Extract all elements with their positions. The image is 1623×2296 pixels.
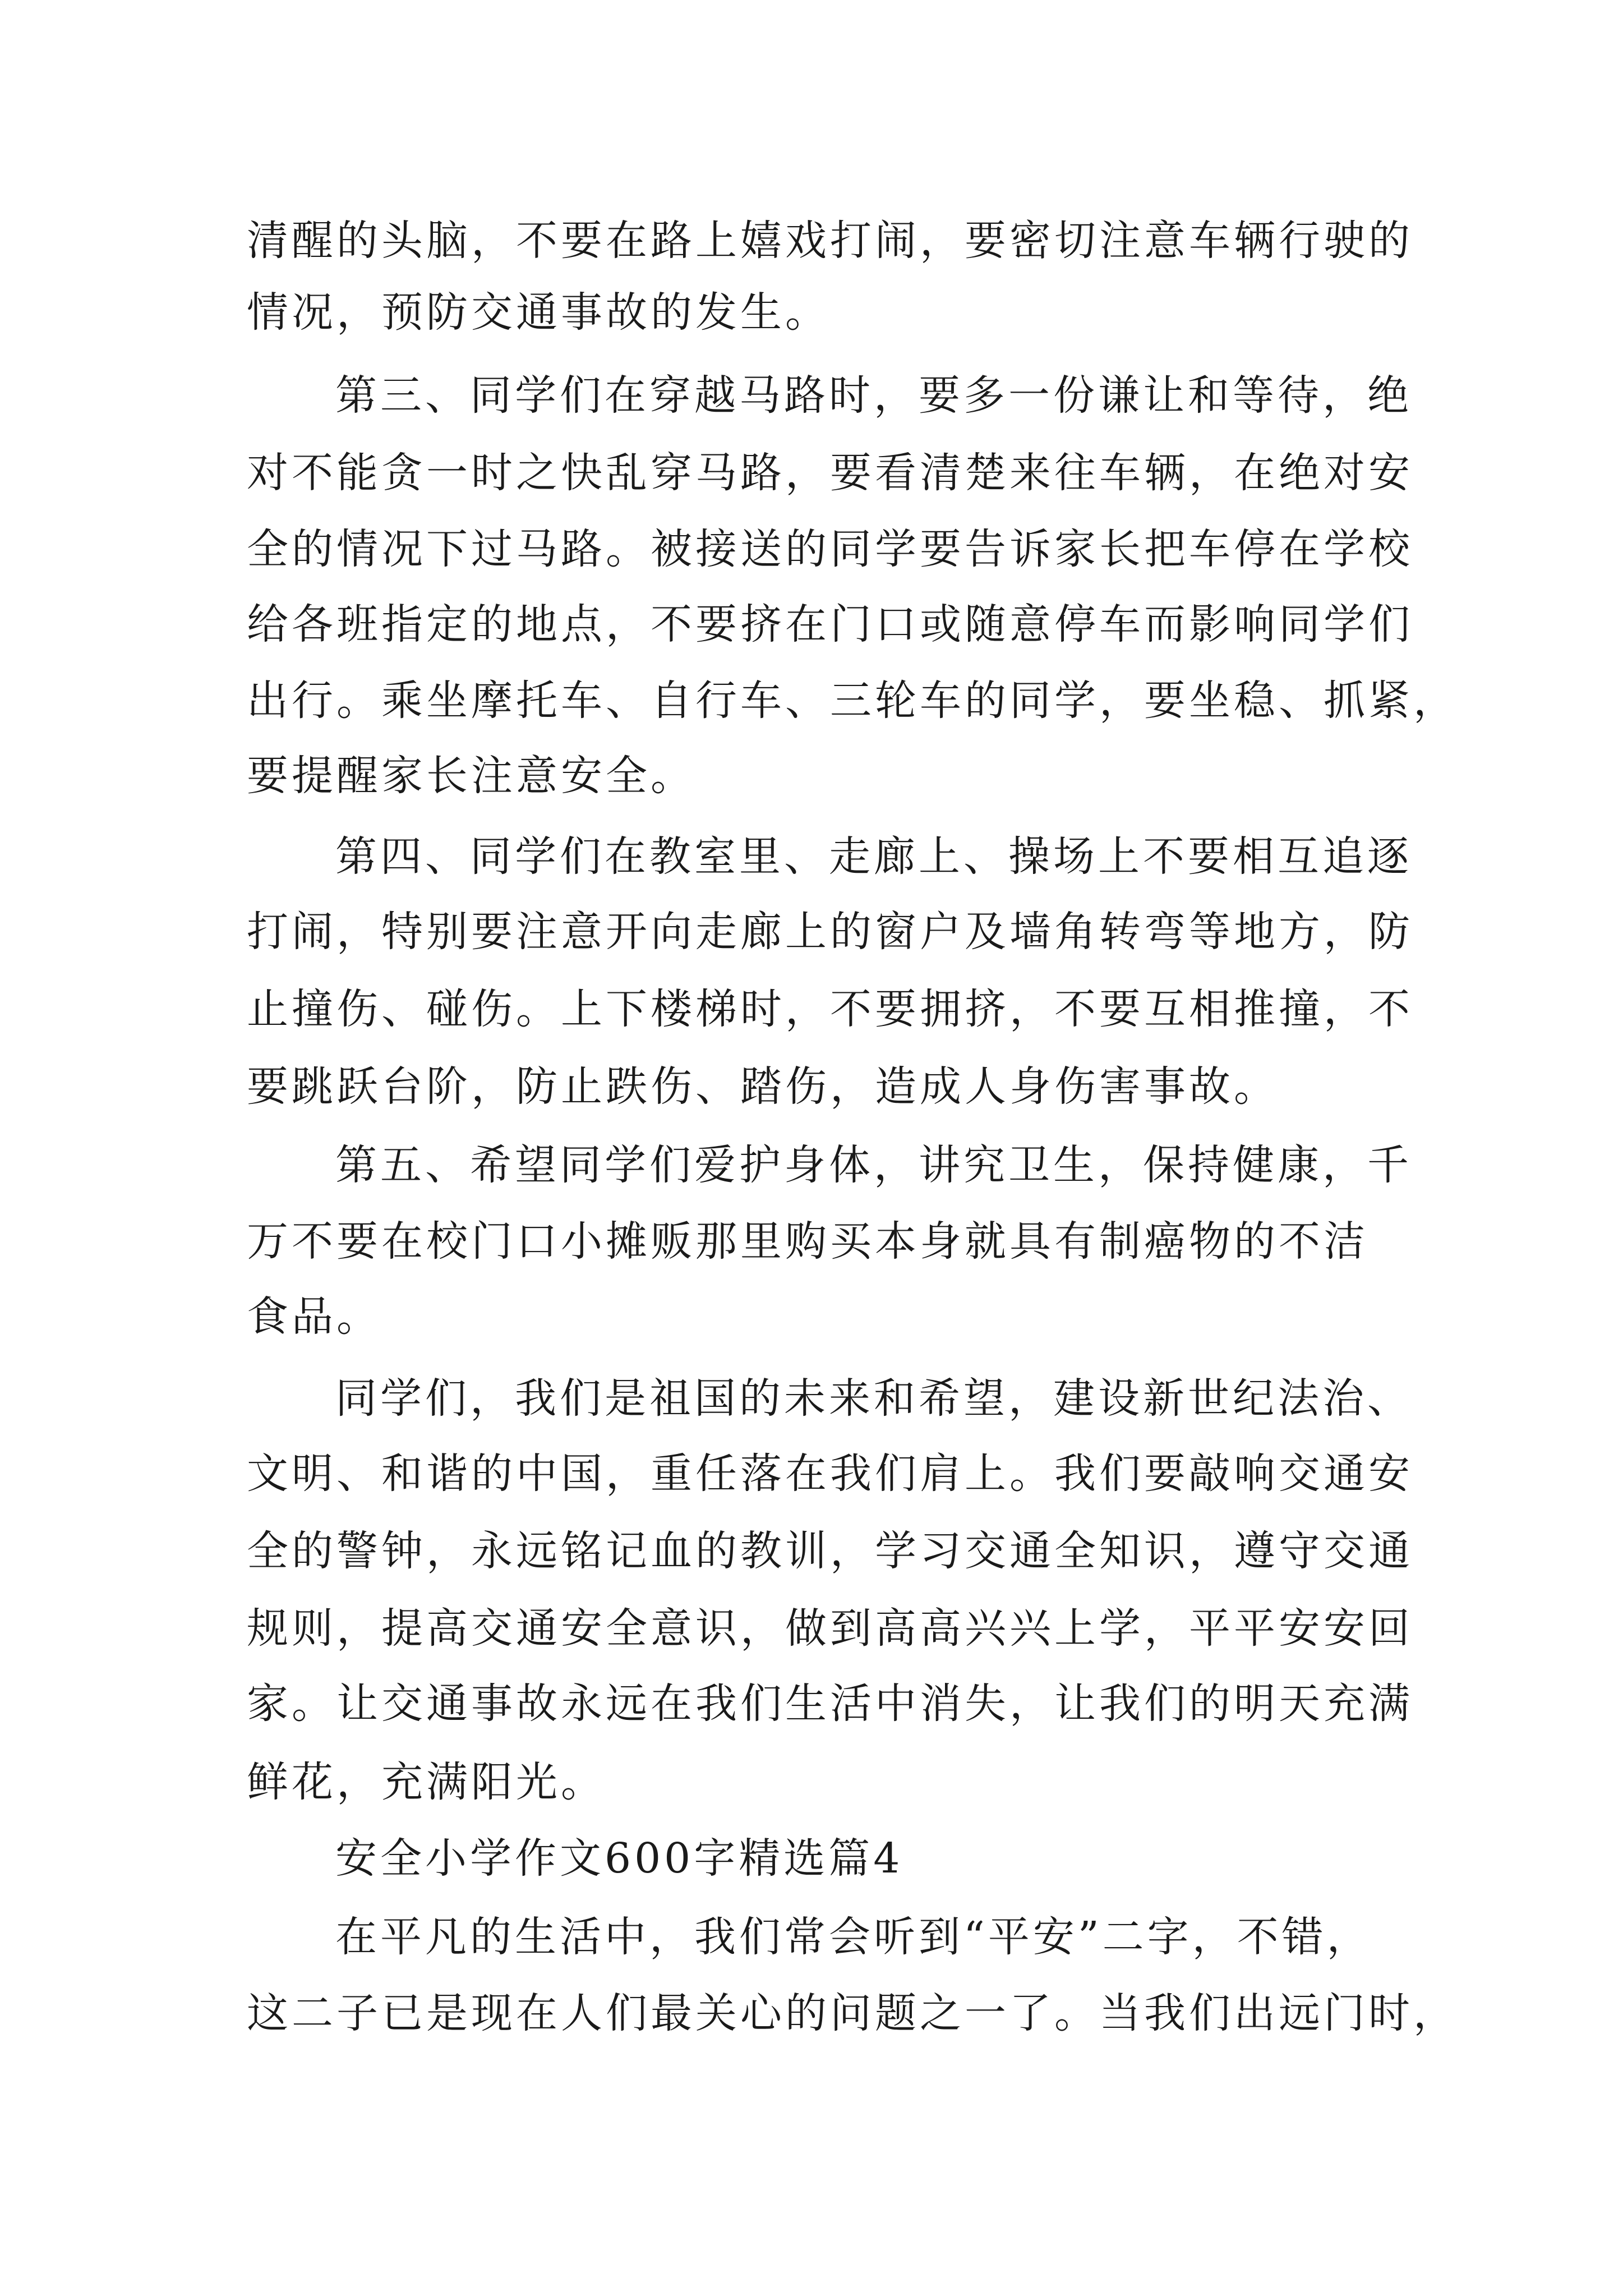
text-line: 同学们，我们是祖国的未来和希望，建设新世纪法治、 [335,1374,1412,1423]
text-line: 清醒的头脑，不要在路上嬉戏打闹，要密切注意车辆行驶的 [247,217,1413,265]
text-line: 要跳跃台阶，防止跌伤、踏伤，造成人身伤害事故。 [247,1062,1279,1111]
text-line: 第四、同学们在教室里、走廊上、操场上不要相互追逐 [335,832,1412,881]
text-line: 第三、同学们在穿越马路时，要多一份谦让和等待，绝 [335,371,1412,420]
text-line: 全的警钟，永远铭记血的教训，学习交通全知识，遵守交通 [247,1527,1413,1575]
text-line: 第五、希望同学们爱护身体，讲究卫生，保持健康，千 [335,1141,1412,1189]
text-line: 家。让交通事故永远在我们生活中消失，让我们的明天充满 [247,1680,1413,1728]
text-line: 在平凡的生活中，我们常会听到“平安”二字，不错， [335,1913,1372,1961]
text-line: 要提醒家长注意安全。 [247,752,695,800]
text-line: 文明、和谐的中国，重任落在我们肩上。我们要敲响交通安 [247,1450,1413,1498]
text-line: 这二子已是现在人们最关心的问题之一了。当我们出远门时， [247,1989,1458,2037]
text-line: 给各班指定的地点，不要挤在门口或随意停车而影响同学们 [247,600,1413,648]
text-line: 规则，提高交通安全意识，做到高高兴兴上学，平平安安回 [247,1604,1413,1653]
text-line: 对不能贪一时之快乱穿马路，要看清楚来往车辆，在绝对安 [247,449,1413,497]
text-line: 出行。乘坐摩托车、自行车、三轮车的同学，要坐稳、抓紧， [247,677,1458,725]
text-line: 鲜花，充满阳光。 [247,1758,606,1806]
text-line: 打闹，特别要注意开向走廊上的窗户及墙角转弯等地方，防 [247,908,1413,956]
text-line: 全的情况下过马路。被接送的同学要告诉家长把车停在学校 [247,525,1413,573]
text-line: 止撞伤、碰伤。上下楼梯时，不要拥挤，不要互相推撞，不 [247,985,1413,1033]
text-line: 食品。 [247,1292,381,1341]
section-heading: 安全小学作文600字精选篇4 [335,1834,903,1883]
text-line: 情况，预防交通事故的发生。 [247,288,830,337]
text-line: 万不要在校门口小摊贩那里购买本身就具有制癌物的不洁 [247,1217,1368,1266]
